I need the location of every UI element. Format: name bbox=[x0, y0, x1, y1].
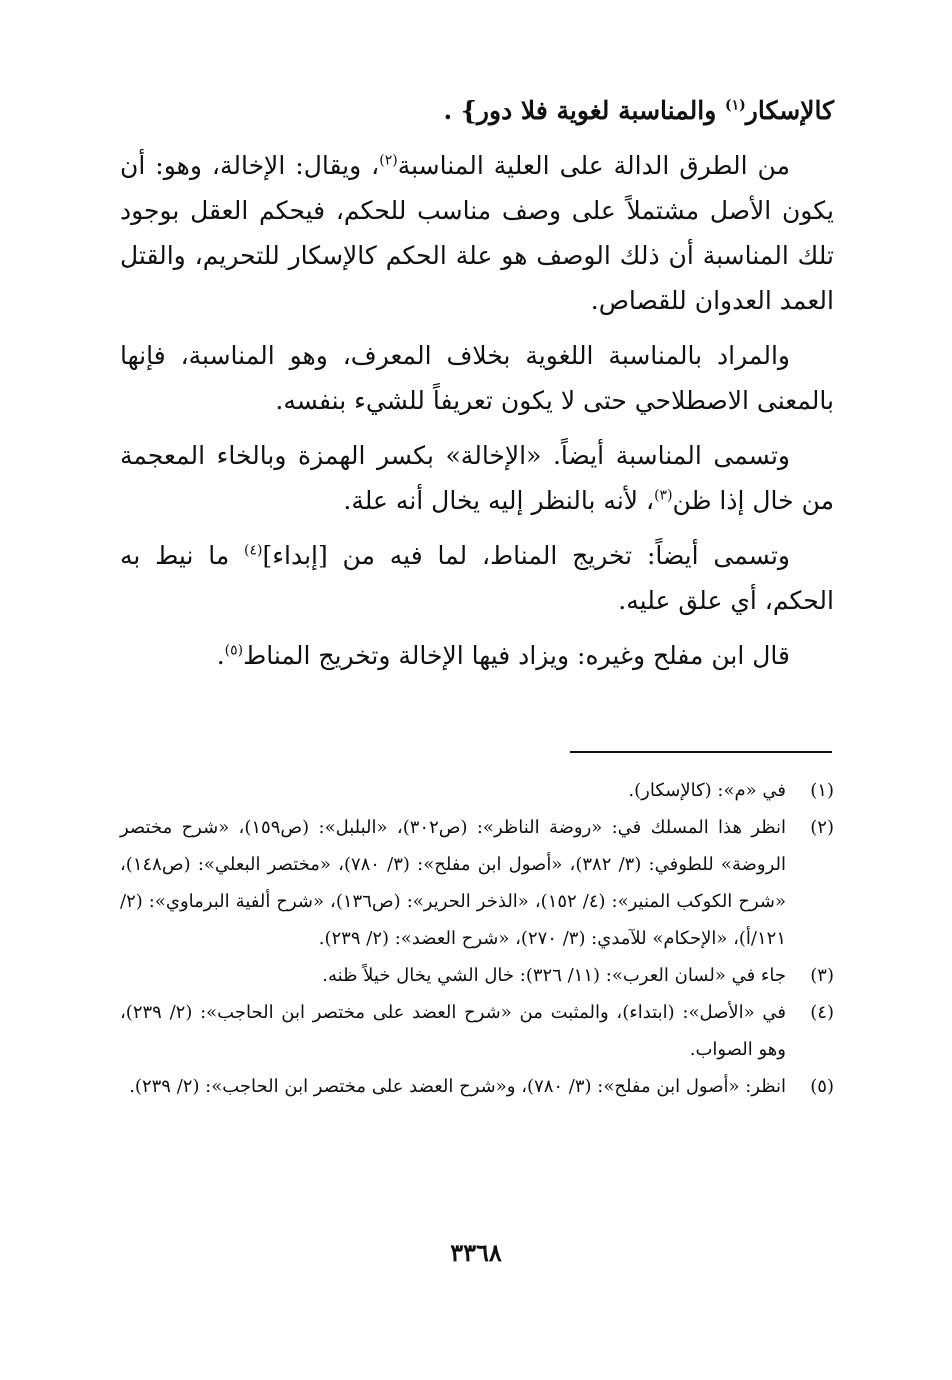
page-number: ٣٣٦٨ bbox=[450, 1238, 502, 1267]
footnote-text: في «م»: (كالإسكار). bbox=[628, 780, 786, 801]
footnote-number: (٣) bbox=[810, 965, 834, 986]
heading-part1: كالإسكار bbox=[745, 96, 834, 125]
paragraph-4-part1: وتسمى أيضاً: تخريج المناط، لما فيه من [إبداء] bbox=[262, 541, 790, 570]
paragraph-1-part1: من الطرق الدالة على العلية المناسبة bbox=[397, 151, 790, 180]
footnote-4 bbox=[120, 994, 834, 1068]
footnote-text: انظر هذا المسلك في: «روضة الناظر»: (ص٣٠٢)، «البلبل»: (ص١٥٩)، «شرح مختصر الروضة» للطوفي: (٣/ ٣٨٢)، «أصول ابن مفلح»: (٣/ ٧٨٠)، «مختصر البعلي»: (ص١٤٨)، «شرح الكوكب المنير»: (٤/ ١٥٢)، «الذخر الحرير»: (ص١٣٦)، «شرح ألفية البرماوي»: (٢/ ١٢١/أ)، «الإحكام» للآمدي: (٣/ ٢٧٠)، «شرح العضد»: (٢/ ٢٣٩). bbox=[120, 817, 787, 949]
footnotes-block bbox=[120, 772, 834, 1105]
footnote-2 bbox=[120, 809, 834, 957]
paragraph-3-part2: ، لأنه بالنظر إليه يخال أنه علة. bbox=[343, 486, 655, 515]
footnote-ref-4[interactable]: (٤) bbox=[244, 542, 263, 559]
paragraph-3 bbox=[120, 433, 834, 523]
footnote-text: جاء في «لسان العرب»: (١١/ ٣٢٦): خال الشي يخال خيلاً ظنه. bbox=[322, 965, 786, 986]
main-text-block bbox=[120, 88, 834, 678]
footnote-number: (٥) bbox=[810, 1076, 834, 1097]
paragraph-5-part1: قال ابن مفلح وغيره: ويزاد فيها الإخالة وتخريج المناط bbox=[243, 641, 790, 670]
paragraph-4-part2: ما نيط به الحكم، أي علق عليه. bbox=[120, 541, 834, 615]
footnote-ref-3[interactable]: (٣) bbox=[654, 487, 673, 504]
footnote-ref-5[interactable]: (٥) bbox=[224, 642, 244, 659]
footnote-number: (١) bbox=[810, 780, 834, 801]
footnote-ref-1[interactable]: (١) bbox=[724, 97, 746, 114]
footnote-number: (٢) bbox=[810, 817, 834, 838]
footnote-3 bbox=[120, 957, 834, 994]
paragraph-5-part2: . bbox=[216, 641, 225, 670]
paragraph-3-part1: وتسمى المناسبة أيضاً. «الإخالة» بكسر الهمزة وبالخاء المعجمة من خال إذا ظن bbox=[120, 441, 834, 515]
heading-part2: والمناسبة لغوية فلا دور} . bbox=[443, 96, 725, 125]
footnote-text: انظر: «أصول ابن مفلح»: (٣/ ٧٨٠)، و«شرح العضد على مختصر ابن الحاجب»: (٢/ ٢٣٩). bbox=[129, 1076, 786, 1097]
footnote-1 bbox=[120, 772, 834, 809]
footnote-number: (٤) bbox=[810, 1002, 834, 1023]
paragraph-1 bbox=[120, 143, 834, 323]
footnote-5 bbox=[120, 1068, 834, 1105]
footnote-separator bbox=[570, 751, 832, 753]
paragraph-4 bbox=[120, 533, 834, 623]
footnote-ref-2[interactable]: (٢) bbox=[379, 152, 398, 169]
heading-line bbox=[120, 88, 834, 133]
paragraph-2: والمراد بالمناسبة اللغوية بخلاف المعرف، وهو المناسبة، فإنها بالمعنى الاصطلاحي حتى لا يكون تعريفاً للشيء بنفسه. bbox=[120, 341, 834, 415]
paragraph-1-part2: ، ويقال: الإخالة، وهو: أن يكون الأصل مشتملاً على وصف مناسب للحكم، فيحكم العقل بوجود تلك المناسبة أن ذلك الوصف هو علة الحكم كالإسكار للتحريم، والقتل العمد العدوان للقصاص. bbox=[120, 151, 834, 315]
footnote-text: في «الأصل»: (ابتداء)، والمثبت من «شرح العضد على مختصر ابن الحاجب»: (٢/ ٢٣٩)، وهو الصواب. bbox=[120, 1002, 786, 1060]
paragraph-5 bbox=[120, 633, 834, 678]
